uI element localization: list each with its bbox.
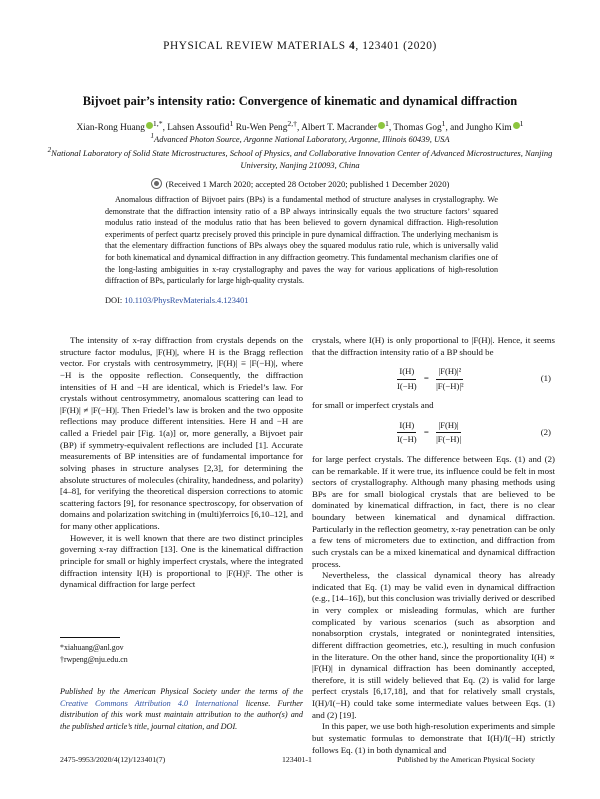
affiliation-1: $^1$Advanced Photon Source, Argonne National Laboratory, Argonne, Illinois 60439, USA [150,132,450,144]
footnote-rule [60,637,120,638]
author[interactable]: Ru-Wen Peng$^{2,\dagger}$ [235,119,298,134]
footer-page: 123401-1 [282,755,312,764]
article-number: 123401 (2020) [362,40,437,52]
author[interactable]: Lahsen Assoufid$^1$ [167,119,234,134]
equation-2: $\frac{I(H)}{I(-H)}$ = $\frac{|F(H)|}{|F(-H)|}$ (2) [397,419,551,445]
equation-1: $\frac{I(H)}{I(-H)}$ = $\frac{\text{|F(H)|²}}{\text{|F(−H)|²}}$ (1) [397,366,551,391]
footer-publisher: Published by the American Physical Society [397,755,535,764]
journal-header: PHYSICAL REVIEW MATERIALS 4, 123401 (2020) [163,40,437,52]
paragraph: crystals, where I(H) is only proportional to |F(H)|. Hence, it seems that the diffraction intensity ratio of a BP should be [312,335,555,357]
journal-name: PHYSICAL REVIEW MATERIALS [163,40,346,52]
paragraph: In this paper, we use both high-resolution experiments and simple but systematic formulas to demonstrate that I(H)/I(−H) strictly follows Eq. (1) in both dynamical and [312,721,555,755]
left-column [60,335,303,591]
orcid-icon[interactable] [146,122,153,129]
doi-line: DOI: 10.1103/PhysRevMaterials.4.123401 [105,296,249,305]
footnote-email-1[interactable]: *xiahuang@anl.gov [60,643,124,652]
author-list: Xian-Rong Huang $^{1,*}$, Lahsen Assoufid$^1$ Ru-Wen Peng$^{2,\dagger}$, Albert T. Macrander $^1$, Thomas Gog$^1$, and Jungho Kim $^1$ [76,119,524,134]
orcid-icon[interactable] [513,122,520,129]
orcid-icon[interactable] [378,122,385,129]
author[interactable]: Jungho Kim $^1$ [465,119,524,134]
affiliations [40,131,560,171]
paragraph: for small or imperfect crystals and [312,400,434,411]
doi-link[interactable]: 10.1103/PhysRevMaterials.4.123401 [124,296,249,305]
crossmark-icon[interactable] [151,178,162,189]
abstract: Anomalous diffraction of Bijvoet pairs (BPs) is a fundamental method of structure analyses in crystallography. We demonstrate that the diffraction intensity ratio of a BP always intrinsically equals the two structure factors’ squared modulus ratio instead of the modulus ratio that has been believed to govern dynamical diffraction. High-resolution experiments of perfect quartz precisely proved this principle in pure dynamical diffraction. The underlying mechanism is that the elementary diffraction functions of BPs always obey the squared modulus ratio rule, which is universally valid for both kinematical and dynamical diffraction in any diffraction geometry. This fundamental mechanism clarifies one of the long-lasting ambiguities in x-ray crystallography and paves the way for various applications of high-resolution diffraction of BPs, particularly for large high-quality crystals. [105,195,498,286]
received-dates: (Received 1 March 2020; accepted 28 October 2020; published 1 December 2020) [0,178,600,189]
paragraph: Nevertheless, the classical dynamical theory has already indicated that Eq. (1) may be valid even in dynamical diffraction (e.g., [14–16]), but this conclusion was trivially derived or described in very complex or misleading formulas, which are further complicated by various scenarios (such as absorption and nonabsorption crystals, integrated or nonintegrated intensities, different diffraction geometries, etc.), resulting in much confusion in the literature. On the other hand, since the proportionality I(H) ∝ |F(H)| in dynamical diffraction has been dominantly accepted, therefore, it is still widely believed that Eq. (2) is valid for large perfect crystals [6,17,18], and that for relatively small crystals, I(H)/I(−H) could take some intermediate values between Eqs. (1) and (2) [19]. [312,570,555,720]
author[interactable]: Thomas Gog$^1$ [393,119,446,134]
author[interactable]: Xian-Rong Huang $^{1,*}$ [76,119,163,134]
paper-title: Bijvoet pair’s intensity ratio: Convergence of kinematic and dynamical diffraction [82,94,518,108]
right-column [312,335,555,756]
author[interactable]: Albert T. Macrander $^1$ [301,119,389,134]
paragraph: The intensity of x-ray diffraction from crystals depends on the structure factor modulus, |F(H)|, where H is the Bragg reflection vector. For crystals with centrosymmetry, |F(H)| ≡ |F(−H)|, where −H is the opposite reflection. Consequently, the diffraction intensities of H and −H are identical, which is Friedel’s law. For crystals without centrosymmetry, anomalous scattering can lead to |F(H)| ≠ |F(−H)|. Then Friedel’s law is broken and the two opposite reflections may produce different intensities. Here H and −H are called a Friedel pair [Fig. 1(a)] or, more generally, a Bijvoet pair (BP) if symmetry-equivalent reflections are included [1]. Accurate measurements of BP intensities are of fundamental importance for solving phases in structure analyses [2,3], for determining the absolute structures of molecules (chirality, handedness, and polarity) [4–8], for verifying the theoretical dispersion corrections to atomic scattering factors [9], for resonance spectroscopy, for observation of domains and polarization switching in (multi)ferroics [6,10–12], and for many other applications. [60,335,303,531]
paragraph: However, it is well known that there are two distinct principles governing x-ray diffraction [13]. One is the kinematical diffraction principle for small or highly imperfect crystals, where the integrated diffraction intensity I(H) is proportional to |F(H)|². The other is dynamical diffraction for large perfect [60,532,303,590]
paragraph: for large perfect crystals. The difference between Eqs. (1) and (2) can be remarkable. If it were true, its influence could be felt in most sectors of crystallography. Although many phasing methods using BPs are for small biological crystals that are believed to be dominated by kinematical diffraction, in fact, there is no clear boundary between kinematical and dynamical diffraction. Particularly in the reflection geometry, x-ray penetration can be only a few tens of micrometers due to extinction, and diffraction from such crystals can be a mixed kinematical and dynamical diffraction process. [312,453,555,569]
journal-volume: 4 [349,40,356,52]
footnote-email-2[interactable]: †rwpeng@nju.edu.cn [60,655,128,664]
equation-number: (1) [540,373,551,384]
affiliation-2: $^2$National Laboratory of Solid State Microstructures, School of Physics, and Collaborative Innovation Center of Advanced Microstructures, Nanjing University, Nanjing 210093, China [47,146,553,170]
cc-license-link[interactable]: Creative Commons Attribution 4.0 International [60,698,239,708]
equation-number: (2) [540,427,551,438]
license-notice: Published by the American Physical Society under the terms of the Creative Commons Attribution 4.0 International license. Further distribution of this work must maintain attribution to the author(s) and the published article’s title, journal citation, and DOI. [60,687,304,731]
footer-issn: 2475-9953/2020/4(12)/123401(7) [60,755,166,764]
